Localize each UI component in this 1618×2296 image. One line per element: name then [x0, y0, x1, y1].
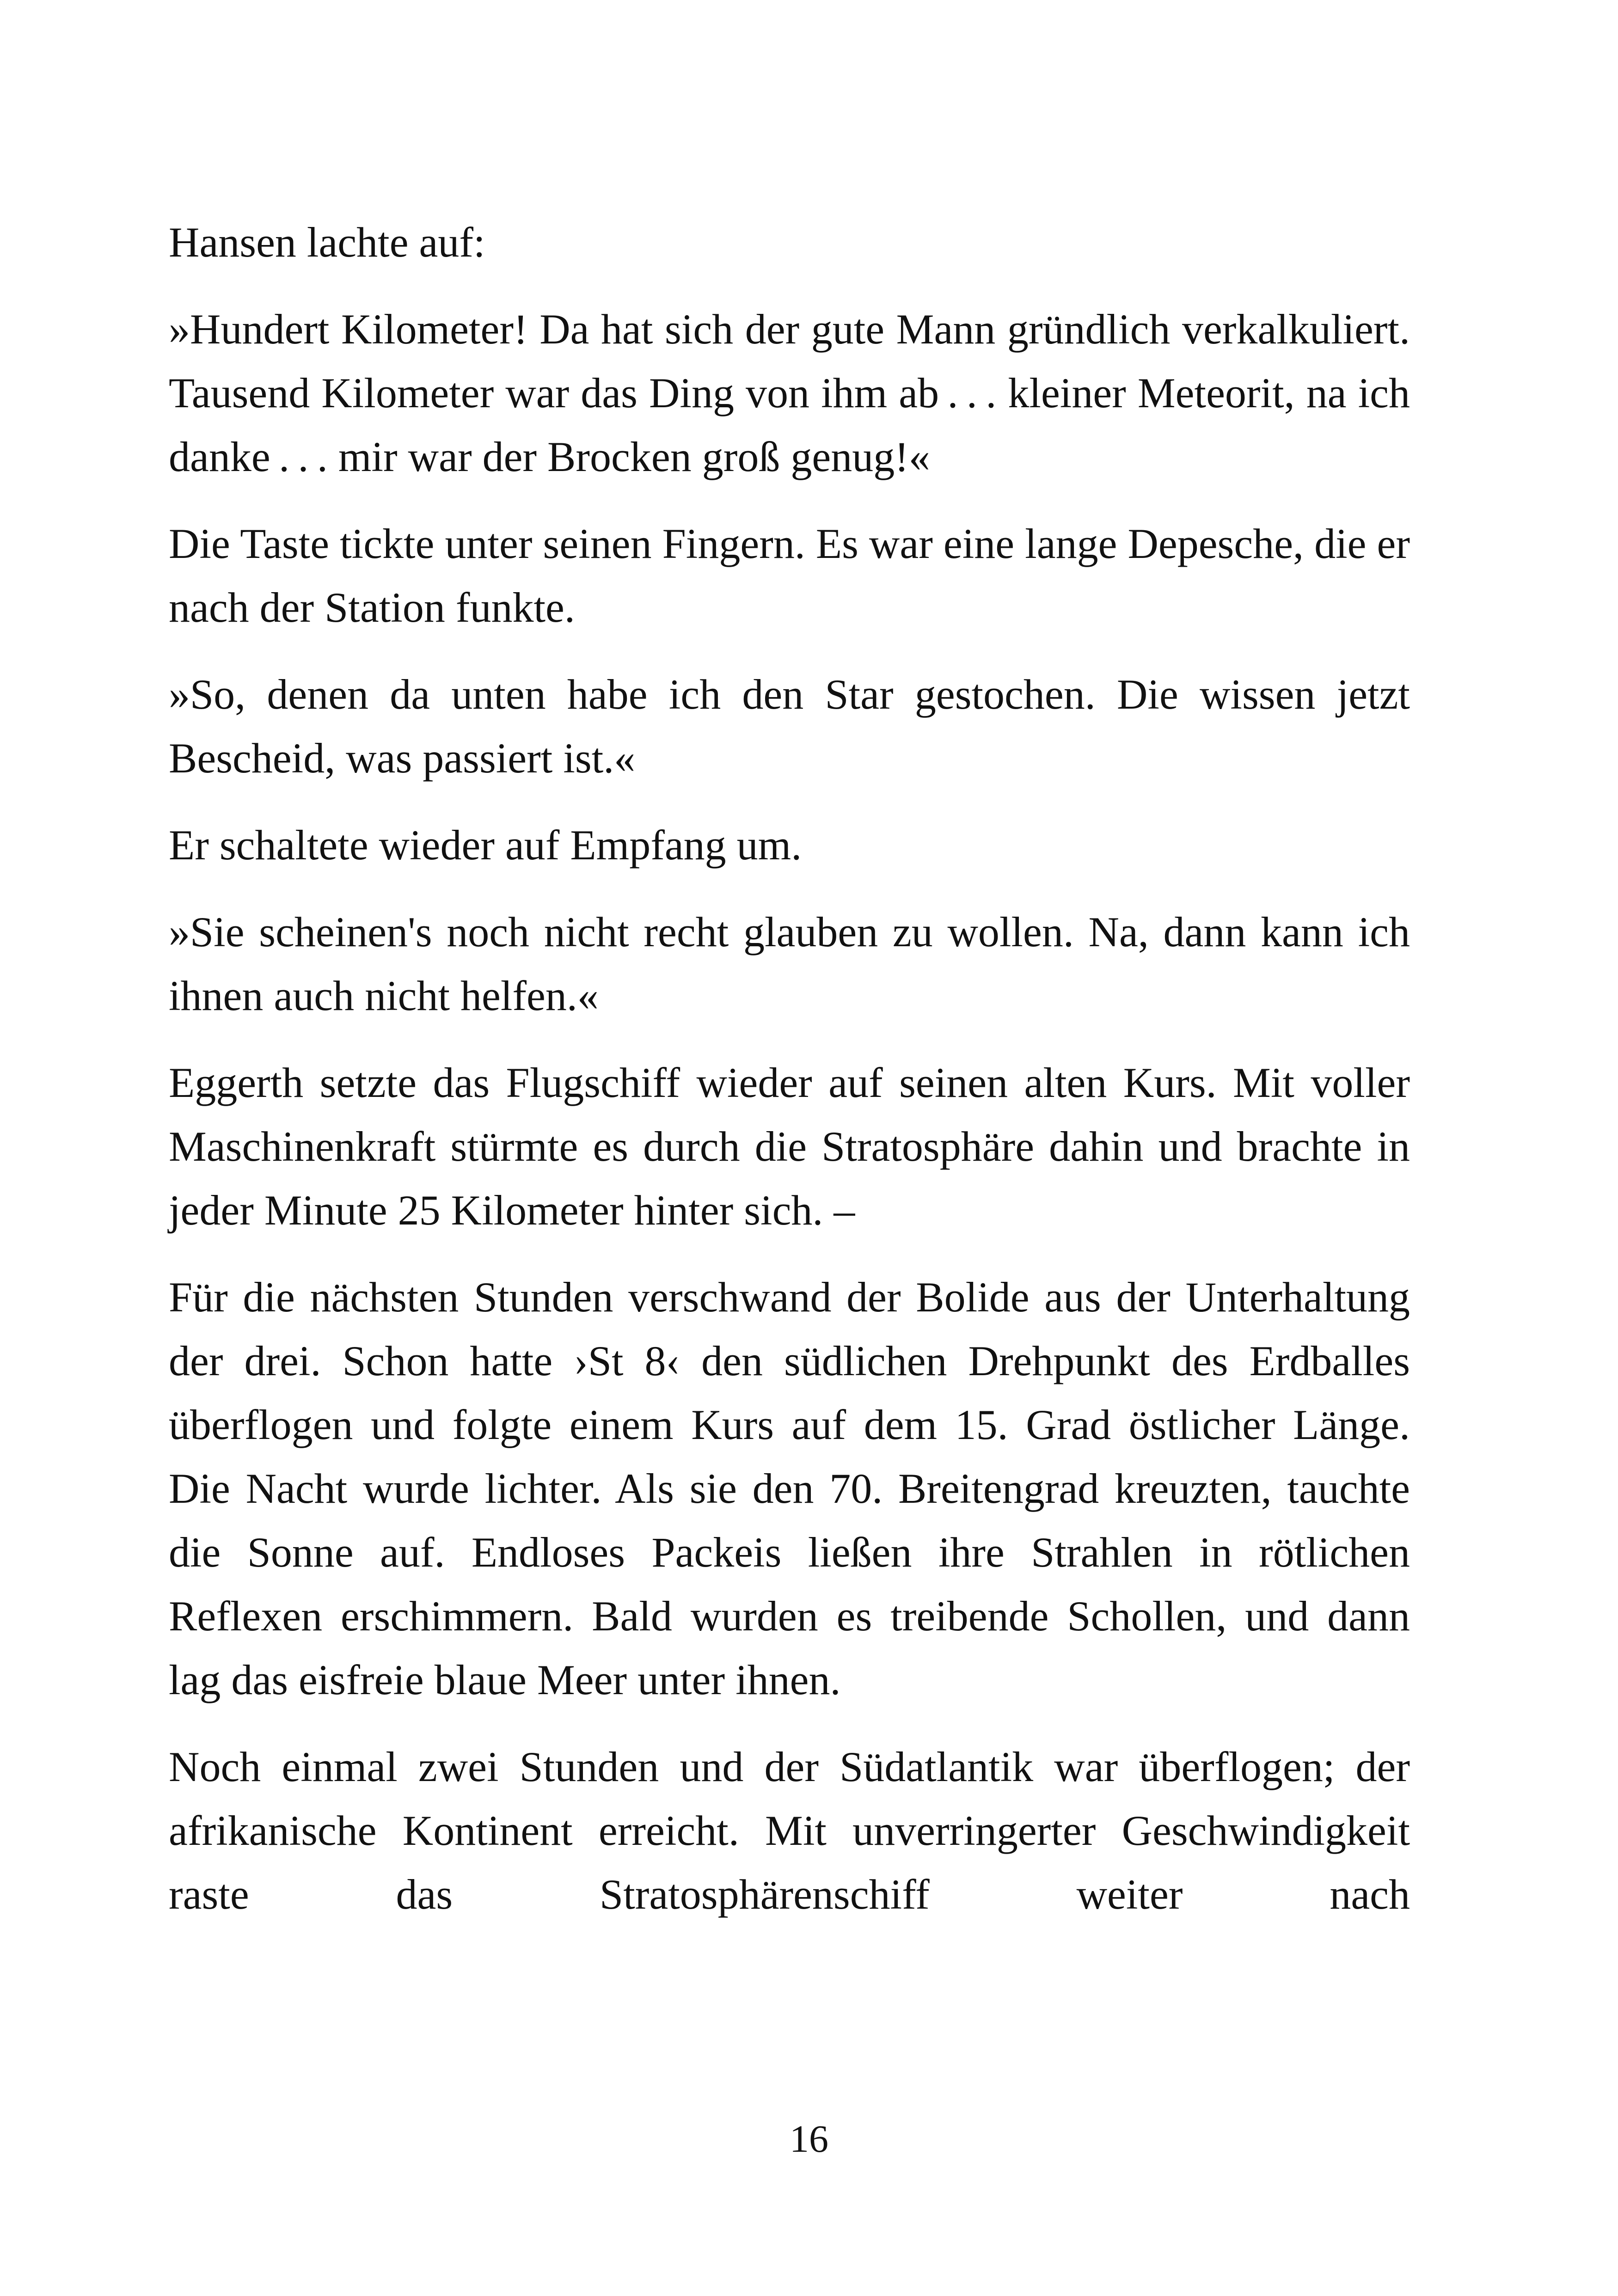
paragraph-taste-tickte: Die Taste tickte unter seinen Fingern. Es war eine lange Depesche, die er nach der Station funkte. [169, 520, 1410, 631]
paragraph-hansen-laughs: Hansen lachte auf: [169, 219, 485, 266]
paragraph-suedatlantik: Noch einmal zwei Stunden und der Südatlantik war überflogen; der afrikanische Kontinent erreicht. Mit unverringerter Geschwindigkeit raste das Stratosphärenschiff weiter nach [169, 1743, 1410, 1918]
paragraph-hundred-kilometers: »Hundert Kilometer! Da hat sich der gute Mann gründlich verkalkuliert. Tausend Kilometer war das Ding von ihm ab . . . kleiner Meteorit, na ich danke . . . mir war der Brocken groß genug!« [169, 306, 1410, 480]
paragraph-empfang: Er schaltete wieder auf Empfang um. [169, 821, 802, 869]
page-number: 16 [790, 2118, 828, 2161]
body-text [169, 210, 1410, 1926]
paragraph-bolide: Für die nächsten Stunden verschwand der Bolide aus der Unterhaltung der drei. Schon hatte ›St 8‹ den südlichen Drehpunkt des Erdballes überflogen und folgte einem Kurs auf dem 15. Grad östlicher Länge. Die Nacht wurde lichter. Als sie den 70. Breitengrad kreuzten, tauchte die Sonne auf. Endloses Packeis ließen ihre Strahlen in rötlichen Reflexen erschimmern. Bald wurden es treibende Schollen, und dann lag das eisfreie blaue Meer unter ihnen. [169, 1274, 1410, 1703]
paragraph-eggerth-kurs: Eggerth setzte das Flugschiff wieder auf seinen alten Kurs. Mit voller Maschinenkraft stürmte es durch die Stratosphäre dahin und brachte in jeder Minute 25 Kilometer hinter sich. – [169, 1059, 1410, 1234]
paragraph-nicht-helfen: »Sie scheinen's noch nicht recht glauben zu wollen. Na, dann kann ich ihnen auch nicht helfen.« [169, 908, 1410, 1019]
paragraph-star-gestochen: »So, denen da unten habe ich den Star gestochen. Die wissen jetzt Bescheid, was passiert ist.« [169, 671, 1410, 782]
